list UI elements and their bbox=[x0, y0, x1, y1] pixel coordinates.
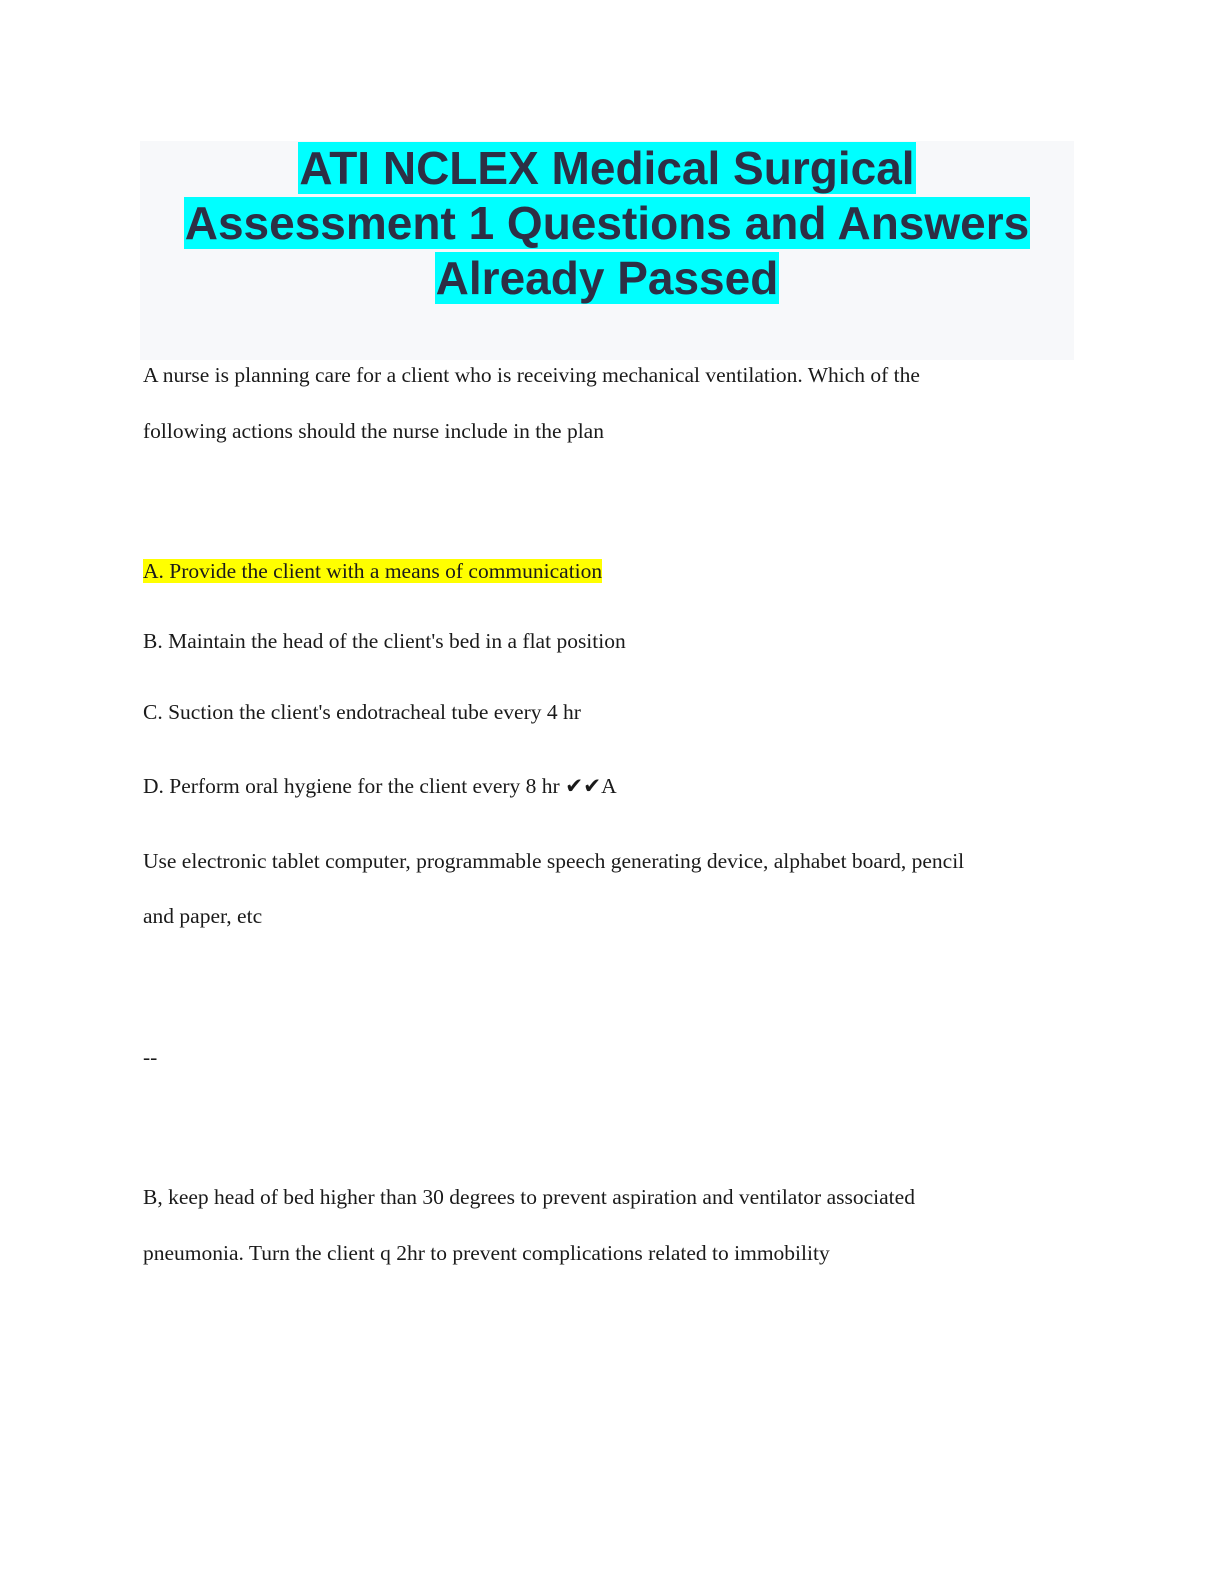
question-line-2: following actions should the nurse include in the plan bbox=[143, 419, 604, 443]
question-line-1: A nurse is planning care for a client who is receiving mechanical ventilation. Which of the bbox=[143, 363, 920, 387]
explanation-line-2: and paper, etc bbox=[143, 904, 263, 928]
option-c: C. Suction the client's endotracheal tube every 4 hr bbox=[143, 700, 581, 724]
correct-answer-highlight: A. Provide the client with a means of communication bbox=[143, 559, 603, 583]
rationale-line-2: pneumonia. Turn the client q 2hr to prevent complications related to immobility bbox=[143, 1241, 830, 1265]
rationale-line-1: B, keep head of bed higher than 30 degrees to prevent aspiration and ventilator associated bbox=[143, 1185, 915, 1209]
option-a bbox=[143, 557, 602, 585]
title-line-3: Already Passed bbox=[435, 252, 779, 304]
title-line-1: ATI NCLEX Medical Surgical bbox=[299, 142, 915, 194]
option-d: D. Perform oral hygiene for the client every 8 hr ✔✔A bbox=[143, 774, 617, 798]
separator: -- bbox=[143, 1045, 158, 1069]
option-b: B. Maintain the head of the client's bed in a flat position bbox=[143, 629, 626, 653]
title-line-2: Assessment 1 Questions and Answers bbox=[184, 197, 1030, 249]
explanation-line-1: Use electronic tablet computer, programmable speech generating device, alphabet board, pencil bbox=[143, 849, 965, 873]
title-block bbox=[140, 141, 1074, 360]
